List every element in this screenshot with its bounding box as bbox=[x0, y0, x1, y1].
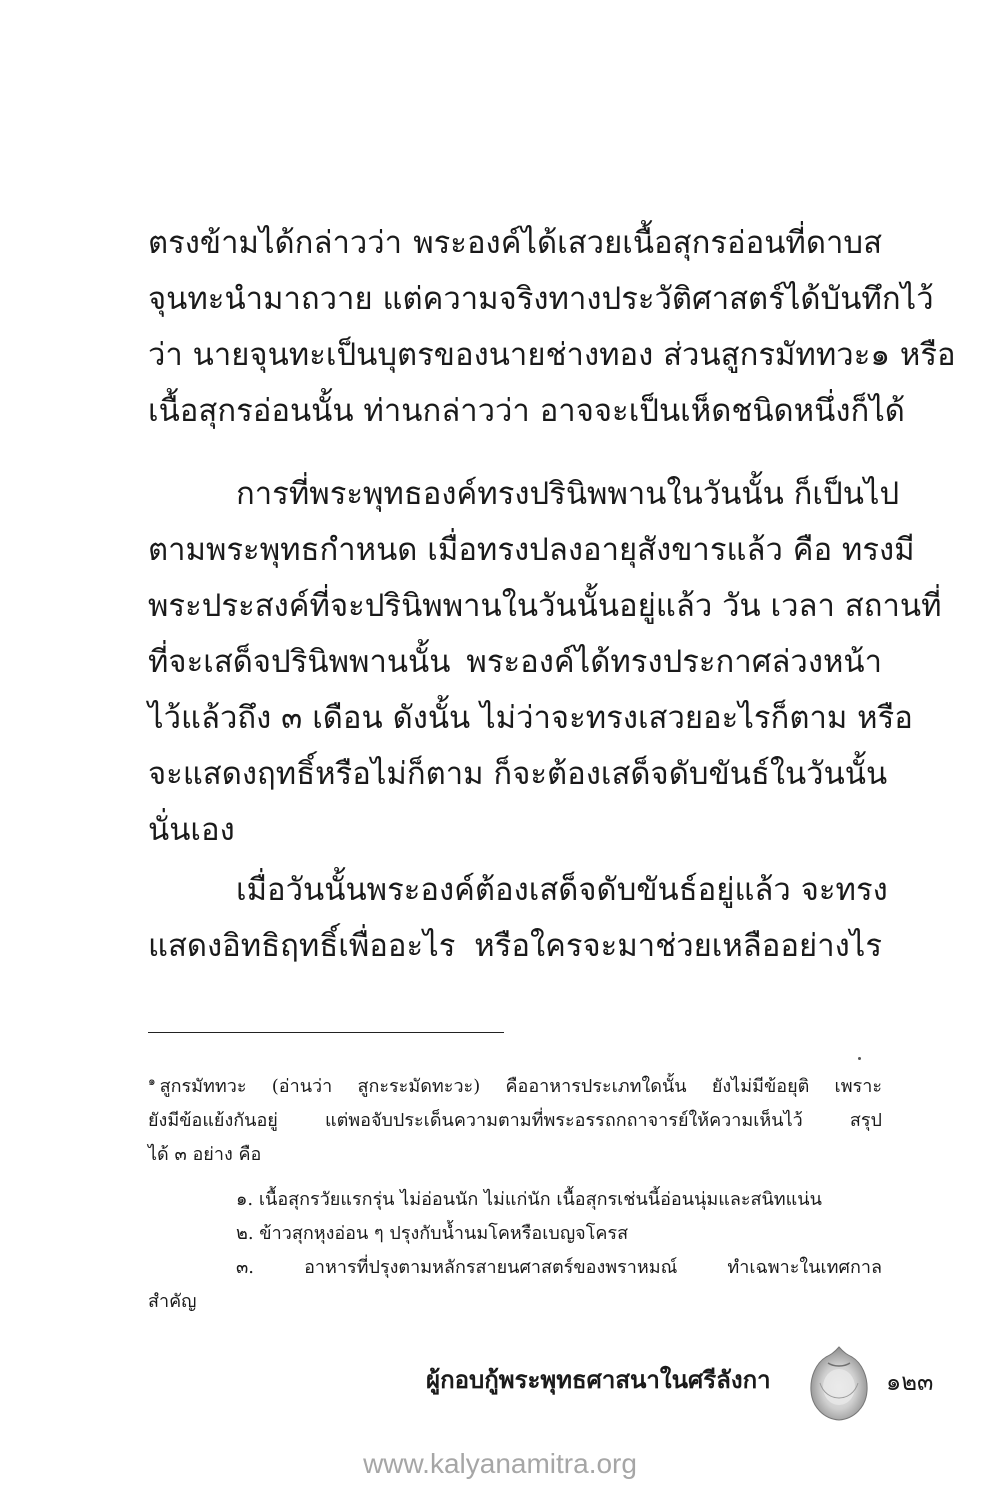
footnote-line: ได้ ๓ อย่าง คือ bbox=[148, 1144, 262, 1165]
text-line: ว่า นายจุนทะเป็นบุตรของนายช่างทอง ส่วนสูกรมัททวะ๑ หรือ bbox=[148, 337, 956, 373]
text-line: ไว้แล้วถึง ๓ เดือน ดังนั้น ไม่ว่าจะทรงเสวยอะไรก็ตาม หรือ bbox=[148, 700, 913, 736]
text-line: ที่จะเสด็จปรินิพพานนั้น พระองค์ได้ทรงประกาศล่วงหน้า bbox=[148, 644, 882, 680]
footnote-line-text: สูกรมัททวะ (อ่านว่า สูกะระมัดทะวะ) คืออาหารประเภทใดนั้น ยังไม่มีข้อยุติ เพราะ bbox=[159, 1076, 882, 1097]
page-number: ๑๒๓ bbox=[886, 1368, 934, 1396]
running-footer-title: ผู้กอบกู้พระพุทธศาสนาในศรีลังกา bbox=[426, 1366, 771, 1394]
footnote-item: ๒. ข้าวสุกหุงอ่อน ๆ ปรุงกับน้ำนมโคหรือเบญจโครส bbox=[236, 1223, 629, 1244]
text-line: ตรงข้ามได้กล่าวว่า พระองค์ได้เสวยเนื้อสุกรอ่อนที่ดาบส bbox=[148, 225, 882, 261]
paragraph-2 bbox=[148, 466, 942, 858]
text-line: พระประสงค์ที่จะปรินิพพานในวันนั้นอยู่แล้ว วัน เวลา สถานที่ bbox=[148, 588, 942, 624]
scan-speck bbox=[858, 1057, 861, 1060]
paragraph-1 bbox=[148, 215, 956, 439]
text-line: แสดงอิทธิฤทธิ์เพื่ออะไร หรือใครจะมาช่วยเหลืออย่างไร bbox=[148, 928, 882, 964]
footnote bbox=[148, 1070, 882, 1172]
paragraph-3 bbox=[148, 862, 888, 974]
footnote-item: ๑. เนื้อสุกรวัยแรกรุ่น ไม่อ่อนนัก ไม่แก่นัก เนื้อสุกรเช่นนี้อ่อนนุ่มและสนิทแน่น bbox=[236, 1189, 822, 1210]
footnote-line bbox=[148, 1070, 882, 1104]
text-line: จุนทะนำมาถวาย แต่ความจริงทางประวัติศาสตร์ได้บันทึกไว้ bbox=[148, 281, 934, 317]
footnote-list bbox=[148, 1183, 882, 1319]
footnote-line: ยังมีข้อแย้งกันอยู่ แต่พอจับประเด็นความตามที่พระอรรถกถาจารย์ให้ความเห็นไว้ สรุป bbox=[148, 1110, 882, 1131]
footnote-item-continuation: สำคัญ bbox=[148, 1291, 197, 1312]
text-line: ตามพระพุทธกำหนด เมื่อทรงปลงอายุสังขารแล้ว คือ ทรงมี bbox=[148, 532, 915, 568]
website-watermark: www.kalyanamitra.org bbox=[363, 1448, 637, 1479]
text-line: การที่พระพุทธองค์ทรงปรินิพพานในวันนั้น ก็เป็นไป bbox=[236, 476, 900, 512]
text-line: นั่นเอง bbox=[148, 812, 235, 848]
text-line: จะแสดงฤทธิ์หรือไม่ก็ตาม ก็จะต้องเสด็จดับขันธ์ในวันนั้น bbox=[148, 756, 888, 792]
footnote-divider bbox=[148, 1032, 504, 1033]
lotus-seal-icon bbox=[806, 1343, 872, 1423]
footnote-mark: ๑ bbox=[148, 1074, 156, 1088]
footnote-item: ๓. อาหารที่ปรุงตามหลักรสายนศาสตร์ของพราหมณ์ ทำเฉพาะในเทศกาล bbox=[236, 1257, 882, 1278]
text-line: เมื่อวันนั้นพระองค์ต้องเสด็จดับขันธ์อยู่แล้ว จะทรง bbox=[236, 872, 888, 908]
text-line: เนื้อสุกรอ่อนนั้น ท่านกล่าวว่า อาจจะเป็นเห็ดชนิดหนึ่งก็ได้ bbox=[148, 393, 905, 429]
